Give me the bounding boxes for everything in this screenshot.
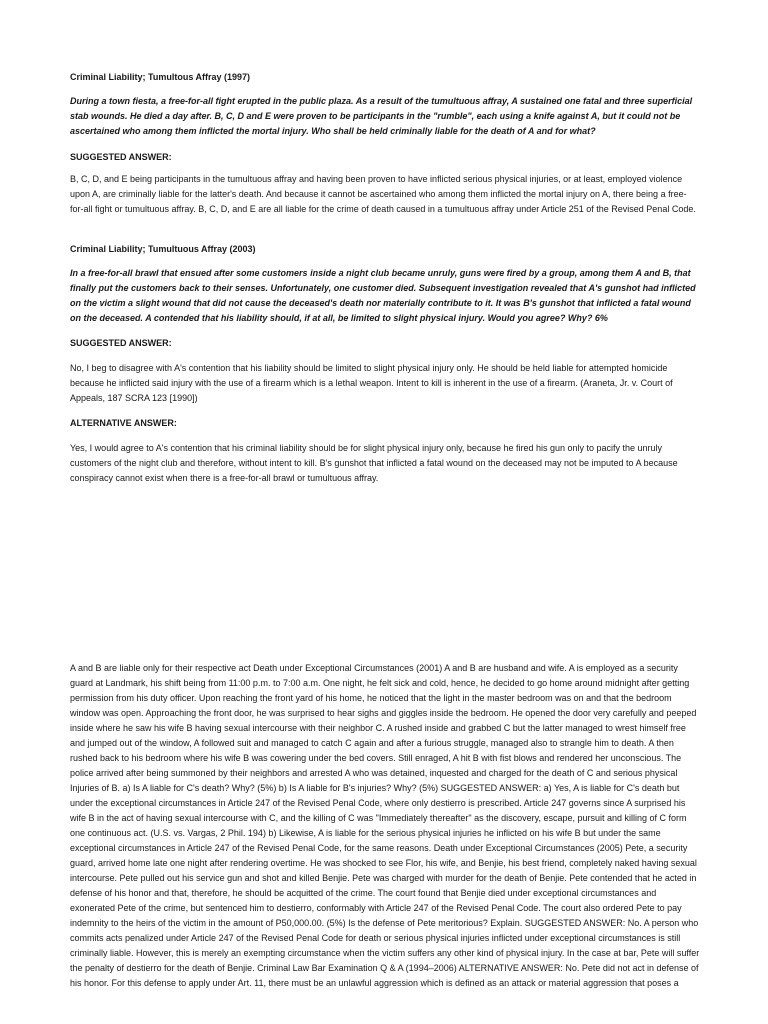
suggested-answer-label-1997: SUGGESTED ANSWER: bbox=[70, 152, 172, 162]
section-heading-2003: Criminal Liability; Tumultuous Affray (2003) bbox=[70, 244, 256, 254]
answer-2003: No, I beg to disagree with A's contention that his liability should be limited to slight physical injury only. He should be held liable for attempted homicide because he inflicted said injury with the use of a firearm which is a lethal weapon. Intent to kill is inherent in the use of a firearm. (Araneta, Jr. v. Court of Appeals, 187 SCRA 123 [1990]) bbox=[70, 363, 673, 403]
exceptional-circumstances-text: A and B are liable only for their respective act Death under Exceptional Circumstances (2001) A and B are husband and wife. A is employed as a security guard at Landmark, his shift being from 11:00 p.m. to 7:00 a.m. One night, he felt sick and cold, hence, he decided to go home around midnight after getting permission from his duty officer. Upon reaching the front yard of his home, he noticed that the light in the master bedroom was on and that the bedroom window was open. Approaching the front door, he was surprised to hear sighs and giggles inside the bedroom. He opened the door very carefully and peeped inside where he saw his wife B having sexual intercourse with their neighbor C. A rushed inside and grabbed C but the latter managed to wrest himself free and jumped out of the window, A followed suit and managed to catch C again and after a furious struggle, managed also to strangle him to death. A then rushed back to his bedroom where his wife B was cowering under the bed covers. Still enraged, A hit B with fist blows and rendered her unconscious. The police arrived after being summoned by their neighbors and arrested A who was detained, inquested and charged for the death of C and serious physical Injuries of B. a) Is A liable for C's death? Why? (5%) b) Is A liable for B's injuries? Why? (5%) SUGGESTED ANSWER: a) Yes, A is liable for C's death but under the exceptional circumstances in Article 247 of the Revised Penal Code, where only destierro is prescribed. Article 247 governs since A surprised his wife B in the act of having sexual intercourse with C, and the killing of C was "Immediately thereafter" as the discovery, escape, pursuit and killing of C form one continuous act. (U.S. vs. Vargas, 2 Phil. 194) b) Likewise, A is liable for the serious physical injuries he inflicted on his wife B but under the same exceptional circumstances in Article 247 of the Revised Penal Code, for the same reasons. Death under Exceptional Circumstances (2005) Pete, a security guard, arrived home late one night after rendering overtime. He was shocked to see Flor, his wife, and Benjie, his best friend, completely naked having sexual intercourse. Pete pulled out his service gun and shot and killed Benjie. Pete was charged with murder for the death of Benjie. Pete contended that he acted in defense of his honor and that, therefore, he should be acquitted of the crime. The court found that Benjie died under exceptional circumstances and exonerated Pete of the crime, but sentenced him to destierro, conformably with Article 247 of the Revised Penal Code. The court also ordered Pete to pay indemnity to the heirs of the victim in the amount of P50,000.00. (5%) Is the defense of Pete meritorious? Explain. SUGGESTED ANSWER: No. A person who commits acts penalized under Article 247 of the Revised Penal Code for death or serious physical injuries inflicted under exceptional circumstances is still criminally liable. However, this is merely an exempting circumstance when the victim suffers any other kind of physical injury. In the case at bar, Pete will suffer the penalty of destierro for the death of Benjie. Criminal Law Bar Examination Q & A (1994–2006) ALTERNATIVE ANSWER: No. Pete did not act in defense of his honor. For this defense to apply under Art. 11, there must be an unlawful aggression which is defined as an attack or material aggression that poses a bbox=[70, 663, 700, 988]
section-heading-1997: Criminal Liability; Tumultous Affray (1997) bbox=[70, 72, 251, 82]
alternative-answer-label-2003: ALTERNATIVE ANSWER: bbox=[70, 418, 177, 428]
question-1997: During a town fiesta, a free-for-all fight erupted in the public plaza. As a result of the tumultuous affray, A sustained one fatal and three superficial stab wounds. He died a day after. B, C, D and E were proven to be participants in the "rumble", each using a knife against A, but it could not be ascertained who among them inflicted the mortal injury. Who shall be held criminally liable for the death of A and for what? bbox=[70, 96, 693, 136]
question-2003: In a free-for-all brawl that ensued after some customers inside a night club became unruly, guns were fired by a group, among them A and B, that finally put the customers back to their senses. Unfortunately, one customer died. Subsequent investigation revealed that A's gunshot had inflicted on the victim a slight wound that did not cause the deceased's death nor materially contribute to it. It was B's gunshot that inflicted a fatal wound on the deceased. A contended that his liability should, if at all, be limited to slight physical injury. Would you agree? Why? 6% bbox=[70, 268, 696, 323]
alternative-answer-2003: Yes, I would agree to A's contention that his criminal liability should be for slight physical injury only, because he fired his gun only to pacify the unruly customers of the night club and therefore, without intent to kill. B's gunshot that inflicted a fatal wound on the deceased may not be imputed to A because conspiracy cannot exist when there is a free-for-all brawl or tumultuous affray. bbox=[70, 443, 678, 483]
answer-1997: B, C, D, and E being participants in the tumultuous affray and having been proven to have inflicted serious physical injuries, or at least, employed violence upon A, are criminally liable for the latter's death. And because it cannot be ascertained who among them inflicted the mortal injury on A, there being a free-for-all fight or tumultuous affray. B, C, D, and E are all liable for the crime of death caused in a tumultuous affray under Article 251 of the Revised Penal Code. bbox=[70, 174, 696, 214]
suggested-answer-label-2003: SUGGESTED ANSWER: bbox=[70, 338, 172, 348]
